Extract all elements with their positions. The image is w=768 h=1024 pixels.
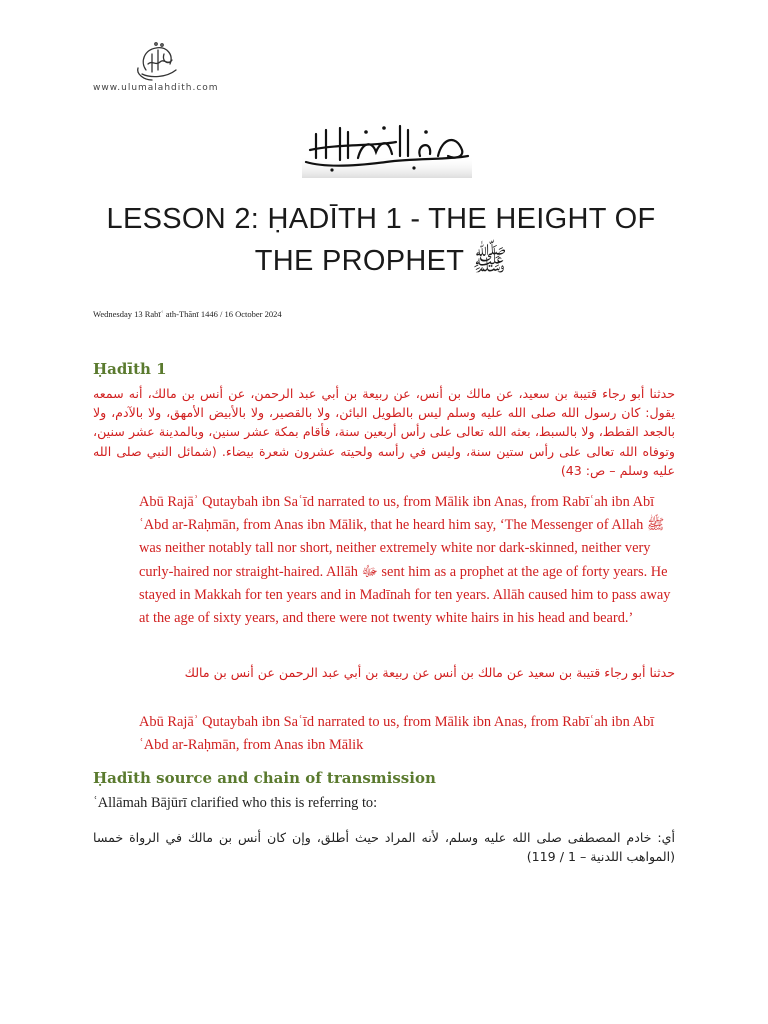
- section-heading-hadith-1: Ḥadīth 1: [93, 360, 167, 378]
- hadith-english-translation: Abū Rajāʾ Qutaybah ibn Saʿīd narrated to us, from Mālik ibn Anas, from Rabīʿah ibn Abī ʿAbd ar-Raḥmān, from Anas ibn Mālik, that he heard him say, ‘The Messenger of Allah ﷺ was neither notably tall nor short, neither extremely white nor dark-skinned, neither very curly-haired nor straight-haired. Allāh ﷻ sent him as a prophet at the age of forty years. He stayed in Makkah for ten years and in Madīnah for ten years. Allāh caused him to pass away at the age of sixty years, and there were not twenty white hairs in his head and beard.’: [139, 494, 671, 627]
- site-logo[interactable]: [126, 40, 190, 84]
- isnad-english-translation: Abū Rajāʾ Qutaybah ibn Saʿīd narrated to us, from Mālik ibn Anas, from Rabīʿah ibn Abī ʿAbd ar-Raḥmān, from Anas ibn Mālik: [139, 714, 655, 754]
- page-title-line-1: LESSON 2: ḤADĪTH 1 - THE HEIGHT OF: [106, 203, 656, 235]
- page-title-line-2: THE PROPHET ﷺ: [254, 245, 508, 277]
- commentary-arabic-text: أي: خادم المصطفى صلى الله عليه وسلم، لأنه المراد حيث أطلق، وإن كان أنس بن مالك في الرواة خمسا (المواهب اللدنية – 1 / 119): [93, 830, 675, 865]
- isnad-arabic-text: حدثنا أبو رجاء قتيبة بن سعيد عن مالك بن أنس عن ربيعة بن أبي عبد الرحمن عن أنس بن مالك: [184, 665, 675, 680]
- commentary-intro: ʿAllāmah Bājūrī clarified who this is referring to:: [93, 795, 378, 811]
- page-title: [94, 198, 668, 282]
- lesson-date: Wednesday 13 Rabīʿ ath-Thānī 1446 / 16 October 2024: [93, 309, 282, 319]
- section-heading-source-chain: Ḥadīth source and chain of transmission: [93, 769, 436, 787]
- site-url[interactable]: www.ulumalahdith.com: [93, 83, 219, 93]
- hadith-arabic-text: حدثنا أبو رجاء قتيبة بن سعيد، عن مالك بن أنس، عن ربيعة بن أبي عبد الرحمن، عن أنس بن مالك، أنه سمعه يقول: كان رسول الله صلى الله عليه وسلم ليس بالطويل البائن، ولا بالقصير، ولا بالأبيض الأمهق، ولا بالآدم، ولا بالجعد القطط، ولا بالسبط، بعثه الله تعالى على رأس أربعين سنة، فأقام بمكة عشر سنين، وبالمدينة عشر سنين، وتوفاه الله تعالى على رأس ستين سنة، وليس في رأسه ولحيته عشرون شعرة بيضاء. (شمائل النبي صلى الله عليه وسلم – ص: 43): [93, 386, 675, 478]
- basmala-calligraphy: [296, 112, 476, 184]
